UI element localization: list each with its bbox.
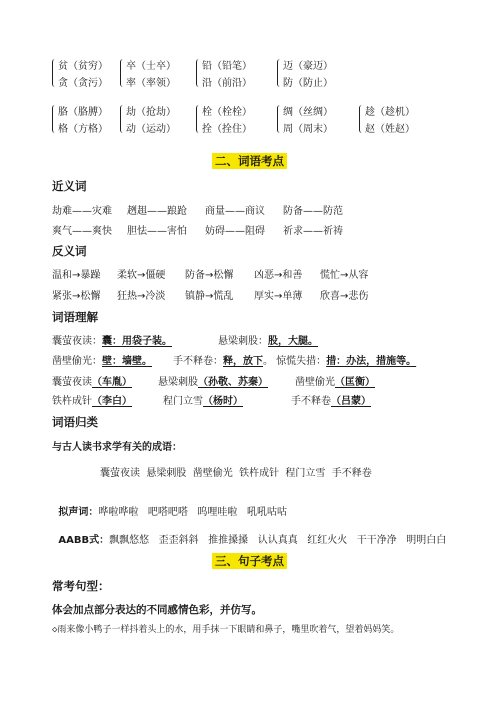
idiom-answer: （杨时） [203, 396, 243, 407]
idiom-answer: 措：办法，措施等。 [326, 356, 417, 367]
idioms-heading: 词语理解 [52, 310, 98, 324]
idiom-answer: 股，大腿。 [268, 336, 318, 347]
antonym-item: 防备→松懈 [185, 270, 234, 281]
char-pair: 贫（贫穷） 贪（贪污） [52, 58, 108, 92]
idiom-line: 手不释卷（吕蒙） [291, 396, 371, 407]
categories-intro: 与古人读书求学有关的成语： [52, 442, 182, 453]
categories-heading: 词语归类 [52, 415, 98, 429]
synonym-item: 商量——商议 [205, 206, 265, 217]
idiom-line: 悬梁刺股（孙敬、苏秦） [158, 377, 268, 388]
synonym-item: 胆怯——害怕 [127, 226, 187, 237]
brace [359, 105, 364, 133]
synonym-item: 趔趄——踉跄 [127, 206, 187, 217]
antonym-item: 镇静→慌乱 [185, 291, 234, 302]
synonym-item: 妨碍——阻碍 [205, 226, 265, 237]
idiom-line: 凿壁偷光：壁：墙壁。 [52, 356, 152, 367]
brace [120, 105, 125, 133]
idiom-line: 悬梁刺股：股，大腿。 [218, 336, 318, 347]
synonym-item: 防备——防范 [283, 206, 343, 217]
idiom-answer: 囊：用袋子装。 [102, 336, 172, 347]
synonyms-heading: 近义词 [52, 179, 87, 193]
idiom-answer: （孙敬、苏秦） [198, 377, 268, 388]
idiom-answer: （车胤） [92, 377, 132, 388]
char-pair: 铅（铅笔） 沿（前沿） [196, 58, 252, 92]
idiom-line: 囊萤夜读（车胤） [52, 377, 132, 388]
brace [277, 105, 282, 133]
idiom-line: 手不释卷：释，放下。 惊慌失措：措：办法，措施等。 [173, 356, 417, 367]
idiom-line: 铁杵成针（李白） [52, 396, 132, 407]
synonym-item: 爽气——爽快 [52, 226, 112, 237]
brace [196, 59, 201, 87]
idiom-answer: （吕蒙） [331, 396, 371, 407]
char-pair: 趁（趁机） 赵（姓赵） [359, 104, 415, 138]
antonym-item: 慌忙→从容 [320, 270, 369, 281]
synonym-item: 祈求——祈祷 [283, 226, 343, 237]
antonyms-heading: 反义词 [52, 244, 87, 258]
section-title: 二、词语考点 [212, 153, 287, 169]
idiom-line: 凿壁偷光（匡衡） [295, 377, 375, 388]
task-instruction: 体会加点部分表达的不同感情色彩，并仿写。 [52, 604, 262, 616]
char-pair: 卒（士卒） 率（率领） [120, 58, 176, 92]
brace [52, 105, 57, 133]
onomatopoeia-line: 拟声词：哗啦哗啦 吧嗒吧嗒 呜哩哇啦 吼吼咕咕 [58, 507, 287, 518]
antonym-item: 柔软→僵硬 [117, 270, 166, 281]
char-pair: 栓（栓栓） 拴（拴住） [196, 104, 252, 138]
antonym-item: 厚实→单薄 [254, 291, 303, 302]
brace [52, 59, 57, 87]
char-pair: 绸（丝绸） 周（周末） [277, 104, 333, 138]
brace [196, 105, 201, 133]
example-sentence: ◇雨来像小鸭子一样抖着头上的水，用手抹一下眼睛和鼻子，嘴里吹着气，望着妈妈笑。 [52, 625, 400, 635]
char-pair: 迈（豪迈） 防（防止） [277, 58, 333, 92]
aabb-line: AABB式：飘飘悠悠 歪歪斜斜 推推搡搡 认认真真 红红火火 干干净净 明明白白 [58, 535, 447, 546]
idiom-answer: 壁：墙壁。 [102, 356, 152, 367]
idiom-line: 囊萤夜读：囊：用袋子装。 [52, 336, 172, 347]
antonym-item: 欣喜→悲伤 [320, 291, 369, 302]
idiom-answer: （李白） [92, 396, 132, 407]
char-pair: 胳（胳膊） 格（方格） [52, 104, 108, 138]
char-pair: 劫（抢劫） 动（运动） [120, 104, 176, 138]
synonym-item: 劫难——灾难 [52, 206, 112, 217]
antonym-item: 紧张→松懈 [52, 291, 101, 302]
section-title: 三、句子考点 [212, 553, 287, 569]
sentences-heading: 常考句型： [52, 579, 110, 593]
antonym-item: 狂热→冷淡 [117, 291, 166, 302]
antonym-item: 温和→暴躁 [52, 270, 101, 281]
brace [277, 59, 282, 87]
idiom-line: 程门立雪（杨时） [163, 396, 243, 407]
idiom-answer: （匡衡） [335, 377, 375, 388]
antonym-item: 凶恶→和善 [254, 270, 303, 281]
brace [120, 59, 125, 87]
idiom-answer: 释，放下 [223, 356, 263, 367]
idiom-list: 囊萤夜读 悬梁刺股 凿壁偷光 铁杵成针 程门立雪 手不释卷 [100, 468, 372, 479]
